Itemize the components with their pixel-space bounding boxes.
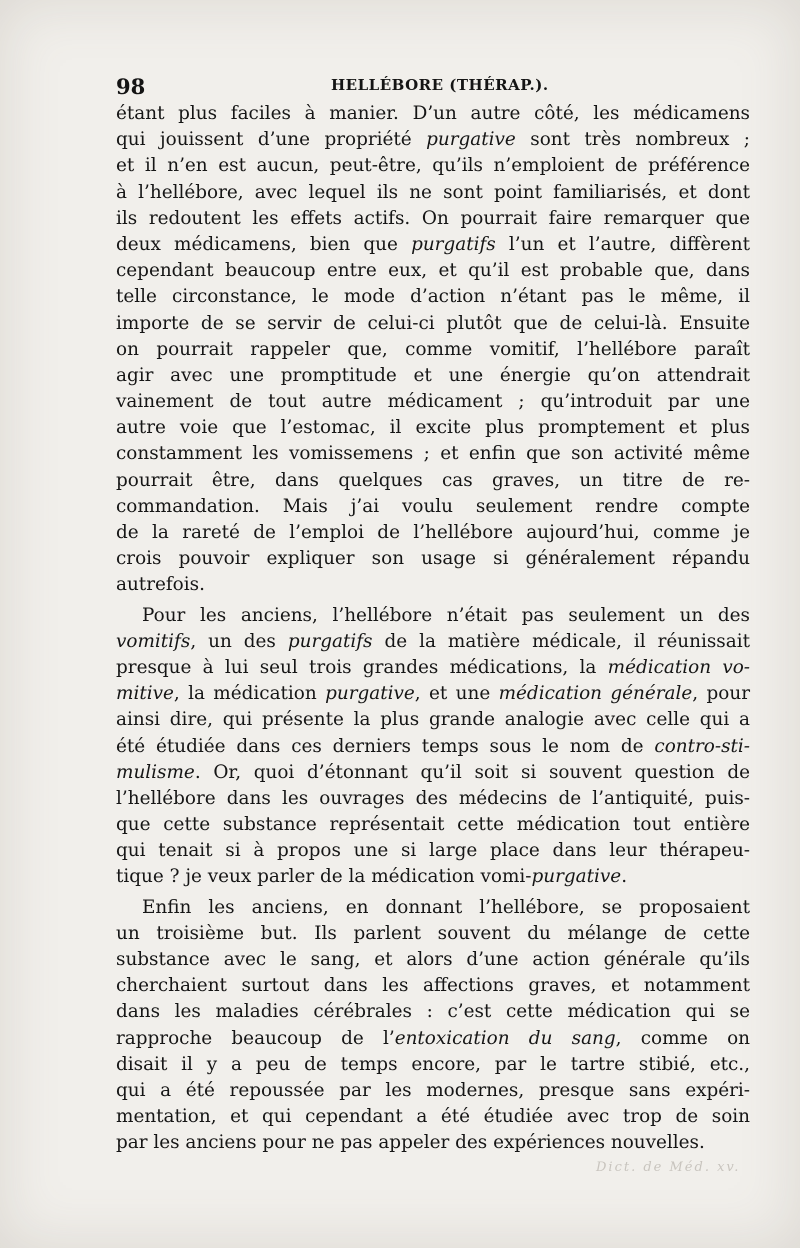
text-line: on pourrait rappeler que, comme vomitif, l’hellébore paraît — [116, 338, 750, 360]
text-line: été étudiée dans ces derniers temps sous le nom de contro-sti- — [116, 735, 750, 757]
text-line: pourrait être, dans quelques cas graves, un titre de re- — [116, 469, 750, 491]
text-line: un troisième but. Ils parlent souvent du mélange de cette — [116, 922, 750, 944]
text-line: et il n’en est aucun, peut-être, qu’ils n’emploient de préférence — [116, 155, 750, 177]
text-line: cherchaient surtout dans les affections graves, et notamment — [116, 975, 750, 997]
text-line: importe de se servir de celui-ci plutôt que de celui-là. Ensuite — [116, 312, 750, 334]
text-line: que cette substance représentait cette médication tout entière — [116, 814, 750, 836]
text-line: mitive, la médication purgative, et une médication générale, pour — [116, 683, 750, 705]
text-line: de la rareté de l’emploi de l’hellébore aujourd’hui, comme je — [116, 522, 750, 543]
text-line: deux médicamens, bien que purgatifs l’un et l’autre, diffèrent — [116, 233, 750, 255]
text-line: commandation. Mais j’ai voulu seulement rendre compte — [116, 495, 750, 517]
text-line: qui jouissent d’une propriété purgative sont très nombreux ; — [116, 129, 750, 151]
text-line: telle circonstance, le mode d’action n’étant pas le même, il — [116, 286, 750, 308]
text-line: vainement de tout autre médicament ; qu’introduit par une — [116, 391, 750, 413]
text-line: substance avec le sang, et alors d’une action générale qu’ils — [116, 949, 750, 970]
text-line: autrefois. — [116, 574, 205, 596]
text-line: tique ? je veux parler de la médication vomi-purgative. — [116, 866, 628, 888]
text-line: presque à lui seul trois grandes médications, la médication vo- — [116, 656, 750, 678]
text-line: rapproche beaucoup de l’entoxication du sang, comme on — [116, 1027, 750, 1049]
text-line: par les anciens pour ne pas appeler des expériences nouvelles. — [116, 1132, 705, 1154]
text-line: mulisme. Or, quoi d’étonnant qu’il soit si souvent question de — [116, 761, 750, 783]
text-line: dans les maladies cérébrales : c’est cette médication qui se — [116, 1001, 750, 1023]
paragraph-start: Enfin les anciens, en donnant l’hellébore, se proposaient — [142, 896, 750, 918]
body-text — [116, 101, 750, 1157]
text-line: vomitifs, un des purgatifs de la matière médicale, il réunissait — [116, 630, 750, 652]
signature-mark: Dict. de Méd. xv. — [596, 1160, 741, 1175]
text-line: qui a été repoussée par les modernes, presque sans expéri- — [116, 1079, 750, 1101]
text-line: à l’hellébore, avec lequel ils ne sont point familiarisés, et dont — [116, 181, 750, 203]
text-line: ils redoutent les effets actifs. On pourrait faire remarquer que — [116, 207, 750, 229]
text-line: étant plus faciles à manier. D’un autre côté, les médicamens — [116, 103, 750, 124]
text-line: autre voie que l’estomac, il excite plus promptement et plus — [116, 417, 750, 439]
paragraph-start: Pour les anciens, l’hellébore n’était pas seulement un des — [142, 604, 750, 626]
page-number: 98 — [116, 74, 146, 99]
text-line: qui tenait si à propos une si large place dans leur thérapeu- — [116, 840, 750, 862]
text-line: cependant beaucoup entre eux, et qu’il est probable que, dans — [116, 260, 750, 282]
text-line: disait il y a peu de temps encore, par le tartre stibié, etc., — [116, 1053, 750, 1075]
text-line: constamment les vomissemens ; et enfin que son activité même — [116, 443, 750, 465]
text-line: crois pouvoir expliquer son usage si généralement répandu — [116, 548, 750, 570]
text-line: agir avec une promptitude et une énergie qu’on attendrait — [116, 364, 750, 386]
running-head: HELLÉBORE (THÉRAP.). — [331, 76, 549, 94]
page-header — [116, 74, 736, 102]
text-line: mentation, et qui cependant a été étudiée avec trop de soin — [116, 1106, 750, 1128]
text-line: ainsi dire, qui présente la plus grande analogie avec celle qui a — [116, 709, 750, 731]
text-line: l’hellébore dans les ouvrages des médecins de l’antiquité, puis- — [116, 787, 750, 809]
